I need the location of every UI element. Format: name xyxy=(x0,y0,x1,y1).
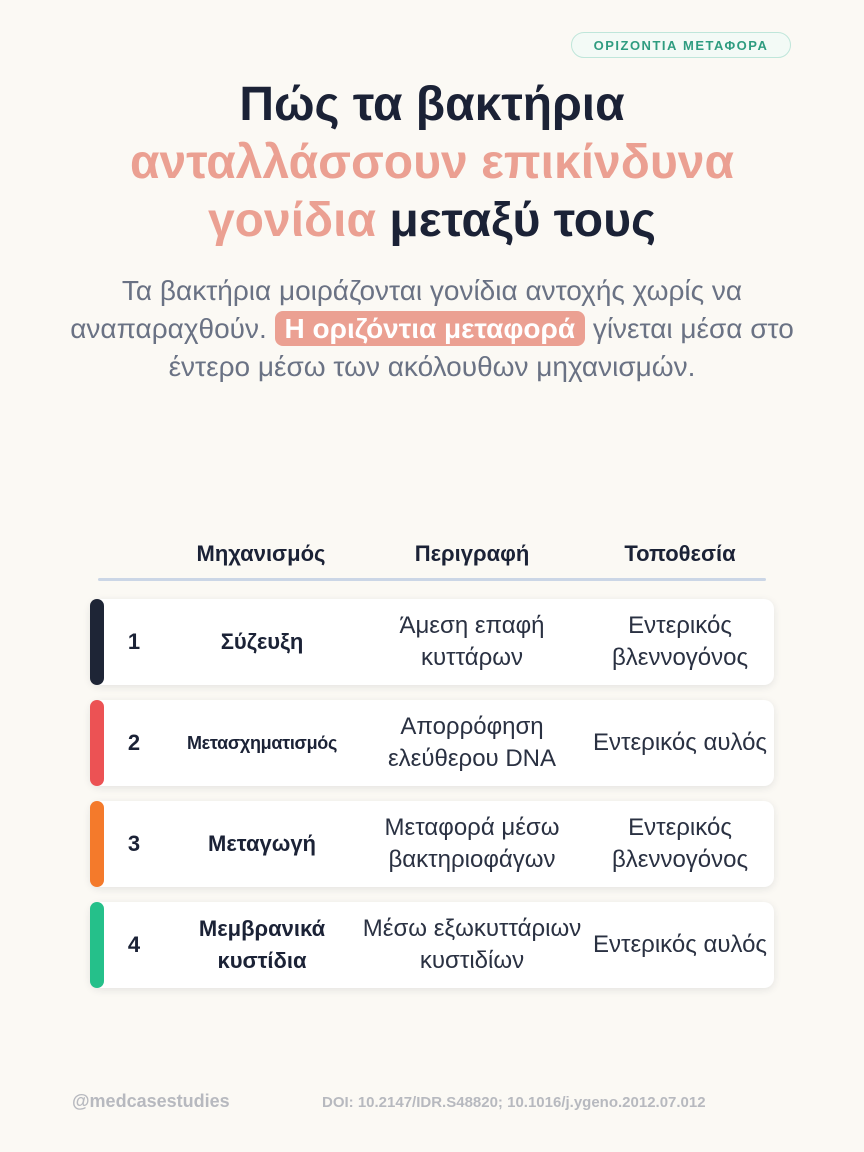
subtitle-highlight: Η οριζόντια μεταφορά xyxy=(275,311,586,346)
table-row xyxy=(90,599,774,685)
row-description: Άμεση επαφή κυττάρων xyxy=(399,612,545,671)
row-description: Απορρόφηση ελεύθερου DNA xyxy=(387,713,557,772)
row-location: Εντερικός βλεννογόνος xyxy=(611,612,749,671)
row-mechanism: Μετασχηματισμός xyxy=(186,733,338,753)
table-row xyxy=(90,700,774,786)
title-line-3 xyxy=(0,192,864,250)
row-number: 4 xyxy=(127,932,141,957)
doi-reference: DOI: 10.2147/IDR.S48820; 10.1016/j.ygeno.2012.07.012 xyxy=(322,1094,706,1111)
title-line-2: ανταλλάσσουν επικίνδυνα xyxy=(130,136,734,189)
row-number: 1 xyxy=(127,629,141,654)
table-header xyxy=(0,536,864,572)
header-divider xyxy=(98,578,766,581)
row-color-bar xyxy=(90,599,104,685)
subtitle-part-2: γίνεται μέσα στο έντερο μέσω των ακόλουθων μηχανισμών. xyxy=(168,313,794,382)
header-description: Περιγραφή xyxy=(414,541,530,566)
title-line-1: Πώς τα βακτήρια xyxy=(239,78,625,131)
subtitle xyxy=(60,272,804,386)
subtitle-part-1: Τα βακτήρια μοιράζονται γονίδια αντοχής χωρίς να αναπαραχθούν. xyxy=(70,275,743,344)
table-row xyxy=(90,902,774,988)
row-mechanism: Σύζευξη xyxy=(220,629,304,654)
row-color-bar xyxy=(90,700,104,786)
header-location: Τοποθεσία xyxy=(624,541,736,566)
title-line-3-accent: γονίδια xyxy=(207,194,376,247)
row-color-bar xyxy=(90,801,104,887)
row-mechanism: Μεμβρανικά κυστίδια xyxy=(198,916,326,973)
row-number: 2 xyxy=(127,730,141,755)
row-description: Μεταφορά μέσω βακτηριοφάγων xyxy=(384,814,560,873)
title-line-3-rest: μεταξύ τους xyxy=(375,194,657,247)
row-color-bar xyxy=(90,902,104,988)
topic-badge: ΟΡΙΖΟΝΤΙΑ ΜΕΤΑΦΟΡΑ xyxy=(571,32,791,58)
row-location: Εντερικός βλεννογόνος xyxy=(611,814,749,873)
row-description: Μέσω εξωκυττάριων κυστιδίων xyxy=(362,915,582,974)
row-location: Εντερικός αυλός xyxy=(592,729,767,756)
page-title xyxy=(0,76,864,250)
table-row xyxy=(90,801,774,887)
author-handle: @medcasestudies xyxy=(72,1091,230,1111)
header-mechanism: Μηχανισμός xyxy=(196,541,326,566)
row-mechanism: Μεταγωγή xyxy=(208,831,316,856)
row-number: 3 xyxy=(127,831,141,856)
row-location: Εντερικός αυλός xyxy=(592,931,767,958)
